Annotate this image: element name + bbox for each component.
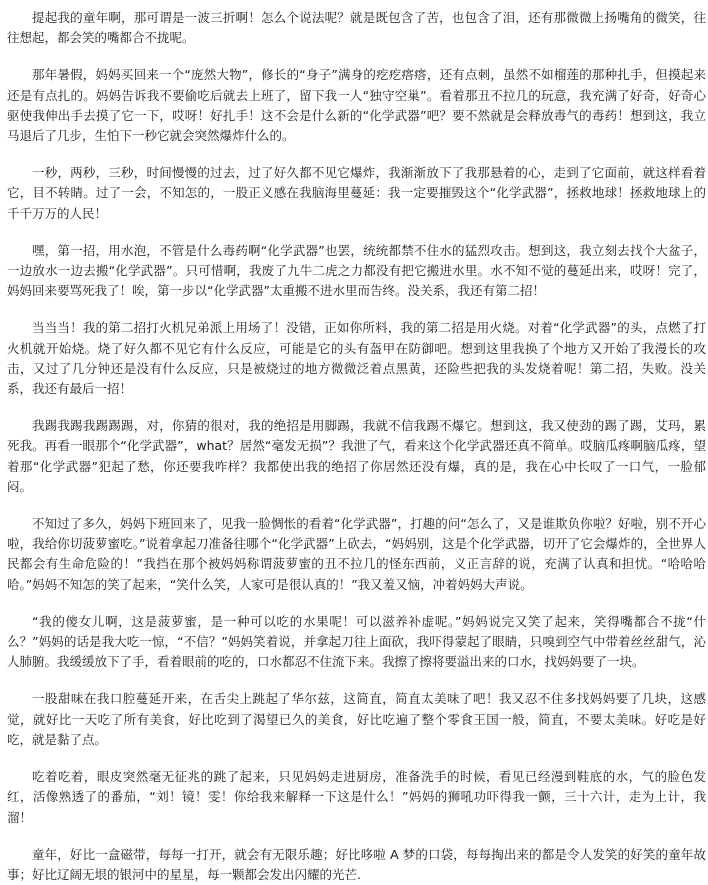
paragraph-8: “我的傻女儿啊，这是菠萝蜜，是一种可以吃的水果呢！可以滋养补虚呢。”妈妈说完又笑了起来，笑得嘴都合不拢“什么？”妈妈的话是我大吃一惊，“不信？”妈妈笑着说，并拿起刀往上面砍，我吓得蒙起了眼睛，只嗅到空气中带着丝丝甜气，沁人肺腑。我缓缓放下了手，看着眼前的吃的，口水都忍不住流下来。我擦了擦将要溢出来的口水，找妈妈要了一块。 [7, 613, 706, 670]
paragraph-6: 我踢我踢我踢踢踢，对，你猜的很对，我的绝招是用脚踢，我就不信我踢不爆它。想到这，我又使劲的踢了踢，艾玛，累死我。再看一眼那个“化学武器”，what？居然“毫发无损”？我泄了气，看来这个化学武器还真不简单。哎脑瓜疼啊脑瓜疼，望着那“化学武器”犯起了愁，你还要我咋样？我都使出我的绝招了你居然还没有爆，真的是，我在心中长叹了一口气，一脸郁闷。 [7, 418, 706, 494]
paragraph-10: 吃着吃着，眼皮突然毫无征兆的跳了起来，只见妈妈走进厨房，准备洗手的时候，看见已经漫到鞋底的水，气的脸色发红，活像熟透了的番茄，“刘！镜！雯！你给我来解释一下这是什么！”妈妈的狮吼功吓得我一颤，三十六计，走为上计，我溜！ [7, 769, 706, 825]
paragraph-4: 嘿，第一招，用水泡，不管是什么毒药啊“化学武器”也罢，统统都禁不住水的猛烈攻击。想到这，我立刻去找个大盆子，一边放水一边去搬“化学武器”。只可惜啊，我废了九牛二虎之力都没有把它搬进水里。水不知不觉的蔓延出来，哎呀！完了，妈妈回来要骂死我了！唉，第一步以“化学武器”太重搬不进水里而告终。没关系，我还有第二招！ [7, 242, 706, 299]
paragraph-2: 那年暑假，妈妈买回来一个“庞然大物”，修长的“身子”满身的疙疙瘩瘩，还有点刺，虽然不如榴莲的那种扎手，但摸起来还是有点扎的。妈妈告诉我不要偷吃后就去上班了，留下我一人“独守空巢”。看着那丑不拉几的玩意，我充满了好奇，好奇心驱使我伸出手去摸了它一下，哎呀！好扎手！这不会是什么新的“化学武器”吧？要不然就是会释放毒气的毒药！想到这，我立马退后了几步，生怕下一秒它就会突然爆炸什么的。 [7, 67, 706, 144]
paragraph-11: 童年，好比一盒磁带，每每一打开，就会有无限乐趣；好比哆啦 A 梦的口袋，每每掏出来的都是令人发笑的好笑的童年故事；好比辽阔无垠的银河中的星星，每一颗都会发出闪耀的光芒. [7, 846, 706, 882]
paragraph-5: 当当当！我的第二招打火机兄弟派上用场了！没错，正如你所料，我的第二招是用火烧。对着“化学武器”的头，点燃了打火机就开始烧。烧了好久都不见它有什么反应，可能是它的头有盔甲在防御吧。想到这里我换了个地方又开始了我漫长的攻击，又过了几分钟还是没有什么反应，只是被烧过的地方微微泛着点黑黄，还险些把我的头发烧着呢！第二招，失败。没关系，我还有最后一招！ [7, 320, 706, 397]
paragraph-1: 提起我的童年啊，那可谓是一波三折啊！怎么个说法呢？就是既包含了苦，也包含了泪，还有那微微上扬嘴角的微笑，往往想起，都会笑的嘴都合不拢呢。 [7, 10, 706, 46]
paragraph-9: 一股甜味在我口腔蔓延开来，在舌尖上跳起了华尔兹，这简直，简直太美味了吧！我又忍不住多找妈妈要了几块，这感觉，就好比一天吃了所有美食，好比吃到了渴望已久的美食，好比吃遍了整个零食王国一般，简直，不要太美味。好吃是好吃，就是黏了点。 [7, 691, 706, 747]
paragraph-3: 一秒，两秒，三秒，时间慢慢的过去，过了好久都不见它爆炸，我渐渐放下了我那悬着的心，走到了它面前，就这样看着它，目不转睛。过了一会，不知怎的，一股正义感在我脑海里蔓延：我一定要摧毁这个“化学武器”，拯救地球！拯救地球上的千千万万的人民！ [7, 165, 706, 221]
essay-body [7, 8, 706, 885]
paragraph-7: 不知过了多久，妈妈下班回来了，见我一脸惆怅的看着“化学武器”，打趣的问“怎么了，又是谁欺负你啦？好啦，别不开心啦，我给你切菠萝蜜吃。”说着拿起刀准备往哪个“化学武器”上砍去，“妈妈别，这是个化学武器，切开了它会爆炸的，全世界人民都会有生命危险的！”我挡在那个被妈妈称谓菠萝蜜的丑不拉几的怪东西前，义正言辞的说，充满了认真和担忧。“哈哈哈哈。”妈妈不知怎的笑了起来，“笑什么笑，人家可是很认真的！”我又羞又恼，冲着妈妈大声说。 [7, 516, 706, 592]
